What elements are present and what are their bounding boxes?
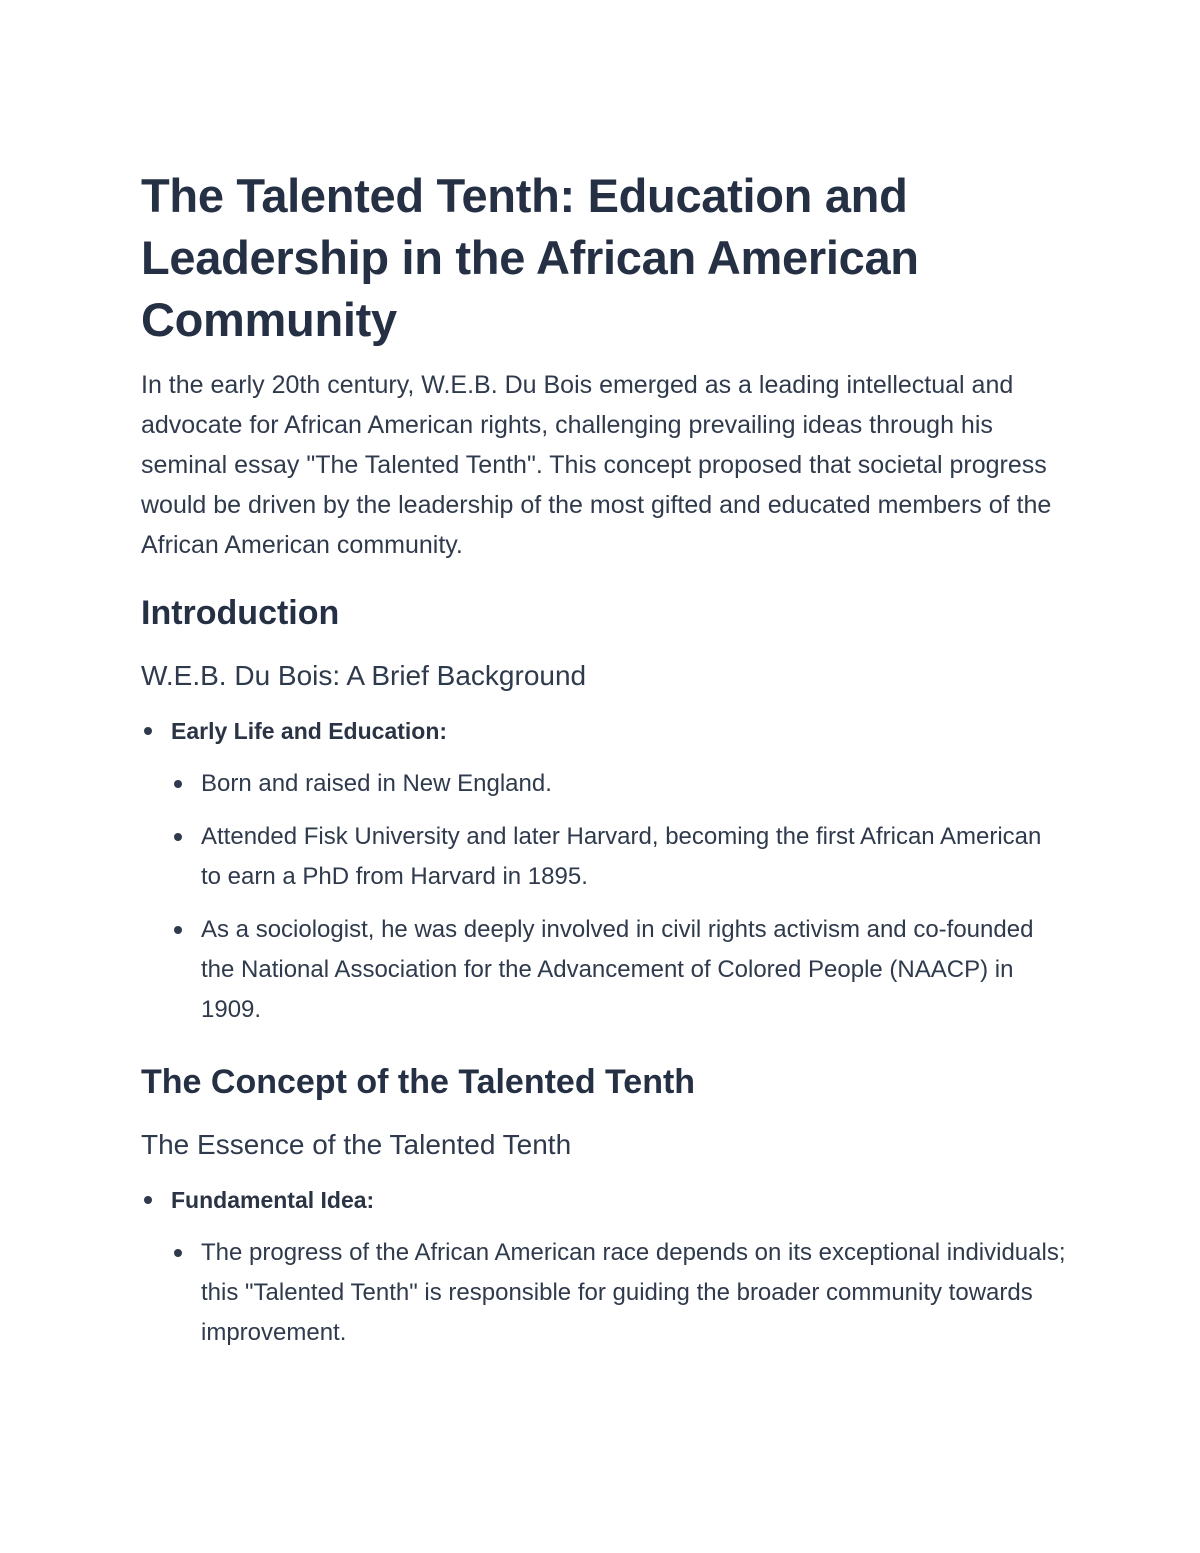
bullet-icon	[144, 1196, 152, 1204]
bullet-list	[141, 1180, 1066, 1353]
intro-paragraph: In the early 20th century, W.E.B. Du Bois emerged as a leading intellectual and advocate for African American rights, challenging prevailing ideas through his seminal essay "The Talented Tenth". This concept proposed that societal progress would be driven by the leadership of the most gifted and educated members of the African American community.	[141, 371, 1052, 559]
section-heading-introduction: Introduction	[141, 594, 340, 632]
list-label: Fundamental Idea:	[171, 1187, 375, 1213]
list-item	[171, 910, 1066, 1030]
nested-bullet-list	[171, 1233, 1066, 1353]
bullet-icon	[174, 926, 182, 934]
bullet-icon	[174, 1249, 182, 1257]
bullet-icon	[144, 727, 152, 735]
list-item-text: Attended Fisk University and later Harvard, becoming the first African American to earn a PhD from Harvard in 1895.	[201, 823, 1042, 890]
bullet-icon	[174, 833, 182, 841]
nested-bullet-list	[171, 764, 1066, 1030]
subheading-essence: The Essence of the Talented Tenth	[141, 1129, 572, 1160]
bullet-icon	[174, 780, 182, 788]
subheading-du-bois-background: W.E.B. Du Bois: A Brief Background	[141, 660, 587, 691]
list-item	[171, 817, 1066, 897]
bullet-list	[141, 711, 1066, 1030]
list-label: Early Life and Education:	[171, 718, 448, 744]
list-item	[171, 1233, 1066, 1353]
list-item-text: Born and raised in New England.	[201, 770, 552, 797]
document-page	[141, 165, 1066, 1366]
list-item	[141, 711, 1066, 1030]
document-title: The Talented Tenth: Education and Leadership in the African American Community	[141, 169, 919, 346]
list-item-text: The progress of the African American race depends on its exceptional individuals; this "Talented Tenth" is responsible for guiding the broader community towards improvement.	[201, 1239, 1066, 1346]
section-heading-talented-tenth-concept: The Concept of the Talented Tenth	[141, 1063, 696, 1101]
list-item	[141, 1180, 1066, 1353]
list-item	[171, 764, 1066, 804]
list-item-text: As a sociologist, he was deeply involved in civil rights activism and co-founded the National Association for the Advancement of Colored People (NAACP) in 1909.	[201, 916, 1034, 1023]
